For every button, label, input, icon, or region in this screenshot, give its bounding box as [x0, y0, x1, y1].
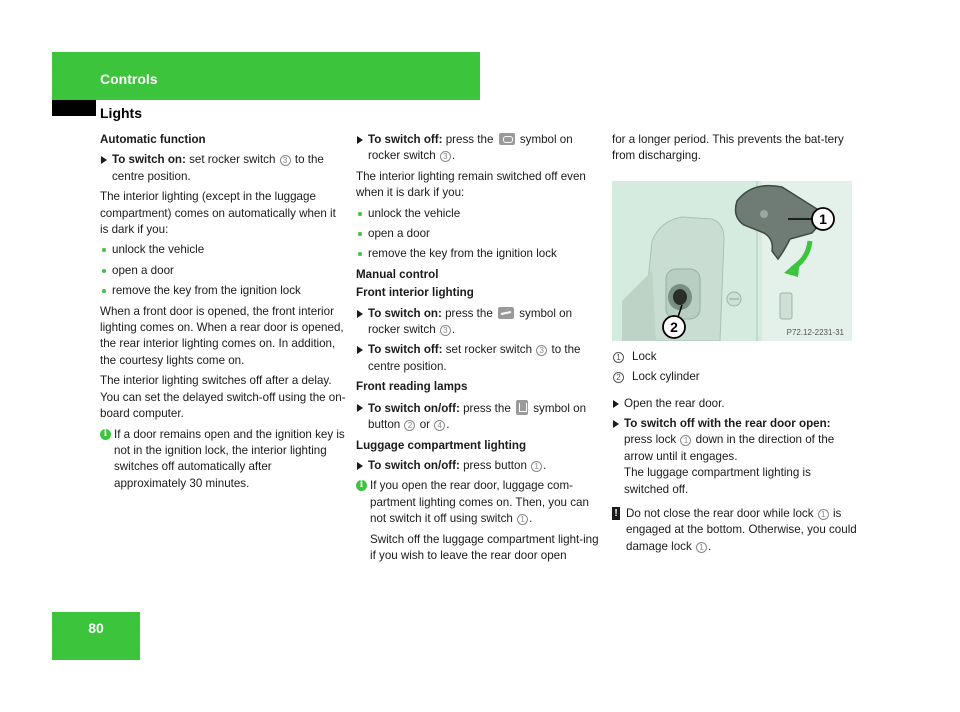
callout-1: 1: [613, 352, 624, 363]
warning-icon: !: [612, 507, 620, 520]
callout-1: 1: [696, 542, 707, 553]
lamp-on-icon: [498, 307, 514, 319]
list-item: open a door: [100, 263, 346, 279]
legend-item: [612, 349, 858, 365]
list-item: unlock the vehicle: [356, 206, 602, 222]
callout-1: 1: [517, 514, 528, 525]
callout-3: 3: [280, 155, 291, 166]
figure-code: P72.12-2231-31: [786, 327, 844, 337]
continuation-paragraph: for a longer period. This prevents the bat-tery from discharging.: [612, 133, 844, 163]
column-1: [100, 132, 346, 496]
step-switch-off: To switch off: press the symbol on rocker switch 3 .: [356, 132, 602, 165]
column-2: [356, 132, 602, 568]
auto-paragraph: The interior lighting (except in the luggage compartment) comes on automatically when it is dark if you:: [100, 190, 336, 237]
info-note: i If a door remains open and the ignition key is not in the ignition lock, the interior lighting switches off automatically after approximately 30 minutes.: [100, 427, 346, 493]
callout-4: 4: [434, 420, 445, 431]
page-title: Lights: [100, 105, 142, 121]
step-luggage: To switch on/off: press button 1 .: [356, 458, 602, 474]
step-front-off: To switch off: set rocker switch 3 to the centre position.: [356, 342, 602, 375]
callout-2: 2: [613, 372, 624, 383]
lamp-off-icon: [499, 133, 515, 145]
info-icon: i: [356, 480, 367, 491]
reading-lamps-heading: Front reading lamps: [356, 380, 468, 394]
note-continuation: Switch off the luggage compartment light-ing if you wish to leave the rear door open: [370, 532, 599, 562]
legend-item: [612, 369, 858, 385]
callout-2-label: 2: [670, 318, 678, 335]
callout-3: 3: [440, 151, 451, 162]
callout-1: 1: [680, 435, 691, 446]
luggage-heading: Luggage compartment lighting: [356, 438, 527, 452]
warning-note: ! Do not close the rear door while lock 1 is engaged at the bottom. Otherwise, you could damage lock 1 .: [612, 506, 858, 555]
delay-paragraph: The interior lighting switches off after a delay. You can set the delayed switch-off using the on-board computer.: [100, 374, 346, 421]
step-switch-on: To switch on: set rocker switch 3 to the centre position.: [100, 152, 346, 185]
lock-illustration: [612, 181, 852, 341]
callout-1-label: 1: [819, 210, 827, 227]
callout-3: 3: [536, 345, 547, 356]
section-title: Controls: [100, 71, 158, 87]
callout-3: 3: [440, 325, 451, 336]
legend-label: Lock: [632, 349, 657, 363]
list-item: unlock the vehicle: [100, 242, 346, 258]
info-icon: i: [100, 429, 111, 440]
list-item: remove the key from the ignition lock: [356, 246, 602, 262]
manual-heading: Manual control: [356, 267, 439, 281]
callout-1: 1: [531, 461, 542, 472]
legend-label: Lock cylinder: [632, 370, 700, 384]
step-reading: To switch on/off: press the symbol on button 2 or 4 .: [356, 400, 602, 434]
lock-figure: [612, 181, 852, 341]
remain-off-paragraph: The interior lighting remain switched off even when it is dark if you:: [356, 169, 586, 200]
page-number: 80: [88, 620, 104, 636]
step-switch-off-rear: To switch off with the rear door open: press lock 1 down in the direction of the arrow until it engages. The luggage compartment lighting is switched off.: [612, 416, 858, 498]
front-lighting-heading: Front interior lighting: [356, 286, 474, 300]
step-front-on: To switch on: press the symbol on rocker switch 3 .: [356, 306, 602, 339]
info-note: i If you open the rear door, luggage com-partment lighting comes on. Then, you can not switch it off using switch 1 .: [356, 478, 602, 527]
list-item: open a door: [356, 226, 602, 242]
automatic-heading: Automatic function: [100, 133, 206, 146]
callout-1: 1: [818, 509, 829, 520]
column-3: [612, 132, 858, 559]
title-marker: [52, 100, 96, 116]
front-door-paragraph: When a front door is opened, the front interior lighting comes on. When a rear door is opened, the rear interior lighting comes on. In addition, the courtesy lights come on.: [100, 304, 344, 367]
callout-2: 2: [404, 420, 415, 431]
list-item: remove the key from the ignition lock: [100, 283, 346, 299]
step-open-door: Open the rear door.: [612, 396, 858, 412]
reading-lamp-icon: [516, 400, 528, 415]
